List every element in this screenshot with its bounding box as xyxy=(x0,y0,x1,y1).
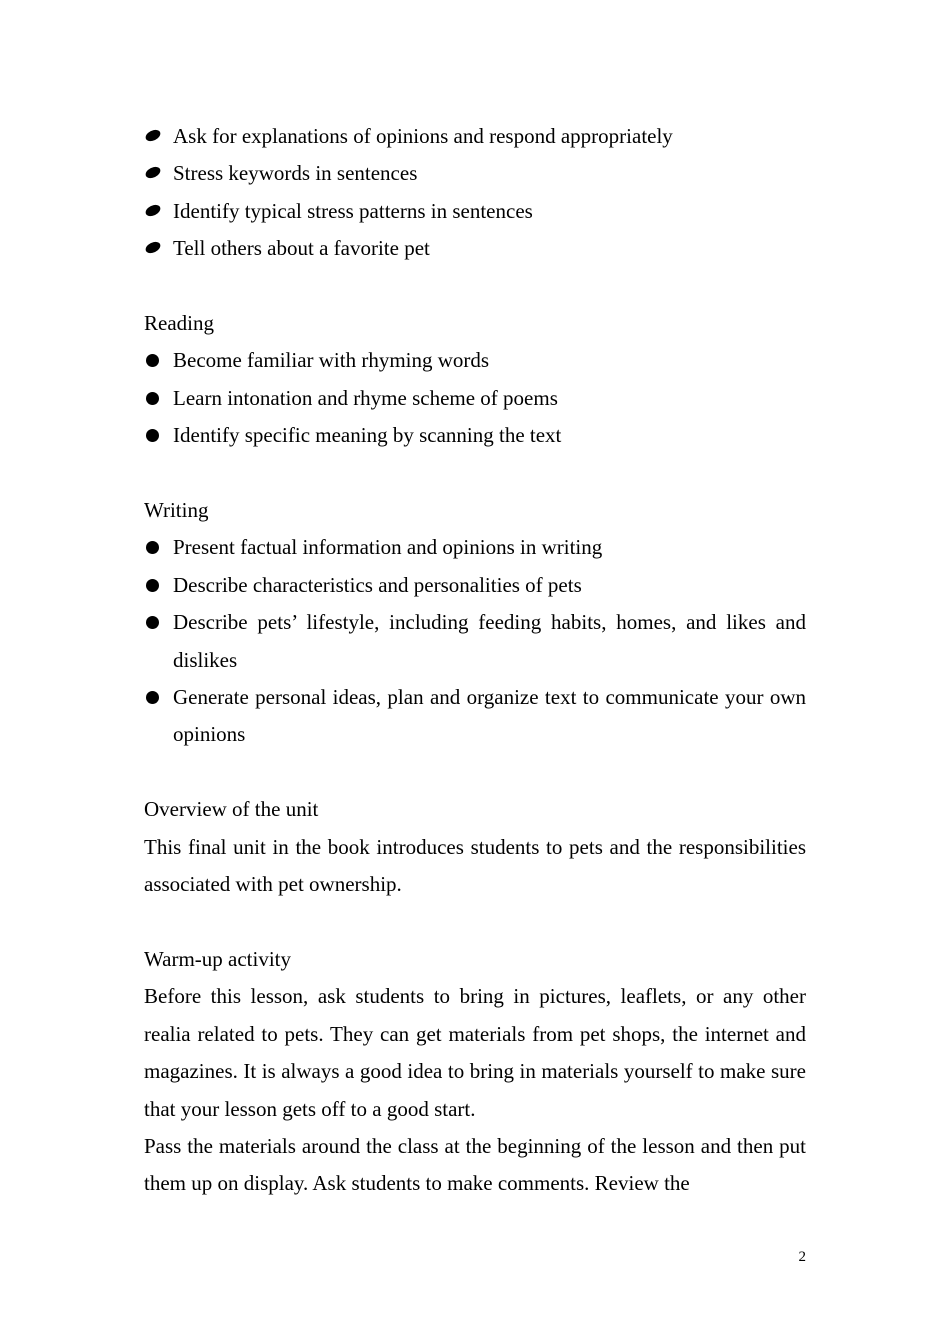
bullet-icon xyxy=(146,392,159,405)
spacer xyxy=(144,268,806,305)
bullet-icon xyxy=(146,429,159,442)
bullet-icon xyxy=(145,166,161,180)
warmup-heading: Warm-up activity xyxy=(144,946,292,971)
list-item xyxy=(144,380,806,417)
list-item-text: Identify specific meaning by scanning the text xyxy=(173,423,562,448)
list-item xyxy=(144,679,806,754)
bullet-icon xyxy=(145,241,161,255)
bullet-icon xyxy=(145,203,161,217)
list-item-text: Tell others about a favorite pet xyxy=(173,236,430,261)
list-item xyxy=(144,342,806,379)
list-item xyxy=(144,417,806,454)
list-item xyxy=(144,155,806,192)
list-item-text: Describe characteristics and personalities of pets xyxy=(173,572,582,597)
bullet-icon xyxy=(146,579,159,592)
warmup-paragraph: Before this lesson, ask students to bring in pictures, leaflets, or any other realia related to pets. They can get materials from pet shops, the internet and magazines. It is always a good idea to bring in materials yourself to make sure that your lesson gets off to a good start. xyxy=(144,984,806,1121)
writing-bullet-list xyxy=(144,529,806,753)
reading-heading: Reading xyxy=(144,311,214,336)
list-item xyxy=(144,230,806,267)
overview-paragraph: This final unit in the book introduces students to pets and the responsibilities associated with pet ownership. xyxy=(144,834,806,897)
bullet-icon xyxy=(146,691,159,704)
spacer xyxy=(144,903,806,940)
list-item xyxy=(144,567,806,604)
list-item xyxy=(144,529,806,566)
bullet-icon xyxy=(146,616,159,629)
bullet-icon xyxy=(146,541,159,554)
warmup-paragraph: Pass the materials around the class at the beginning of the lesson and then put them up on display. Ask students to make comments. Review the xyxy=(144,1133,806,1196)
list-item-text: Become familiar with rhyming words xyxy=(173,348,490,373)
list-item xyxy=(144,604,806,679)
list-item xyxy=(144,118,806,155)
list-item-text: Generate personal ideas, plan and organize text to communicate your own opinions xyxy=(173,685,806,747)
list-item-text: Stress keywords in sentences xyxy=(173,161,418,186)
list-item-text: Learn intonation and rhyme scheme of poems xyxy=(173,385,558,410)
writing-heading: Writing xyxy=(144,498,209,523)
list-item-text: Identify typical stress patterns in sentences xyxy=(173,198,533,223)
list-item-text: Present factual information and opinions in writing xyxy=(173,535,603,560)
page-number: 2 xyxy=(798,1249,806,1265)
bullet-icon xyxy=(146,354,159,367)
reading-bullet-list xyxy=(144,342,806,454)
page-body xyxy=(144,118,806,1203)
list-item xyxy=(144,193,806,230)
list-item-text: Ask for explanations of opinions and respond appropriately xyxy=(173,124,673,148)
spacer xyxy=(144,754,806,791)
spacer xyxy=(144,455,806,492)
list-item-text: Describe pets’ lifestyle, including feeding habits, homes, and likes and dislikes xyxy=(173,610,806,672)
bullet-icon xyxy=(145,129,161,143)
overview-heading: Overview of the unit xyxy=(144,797,319,822)
speaking-bullet-list xyxy=(144,118,806,268)
